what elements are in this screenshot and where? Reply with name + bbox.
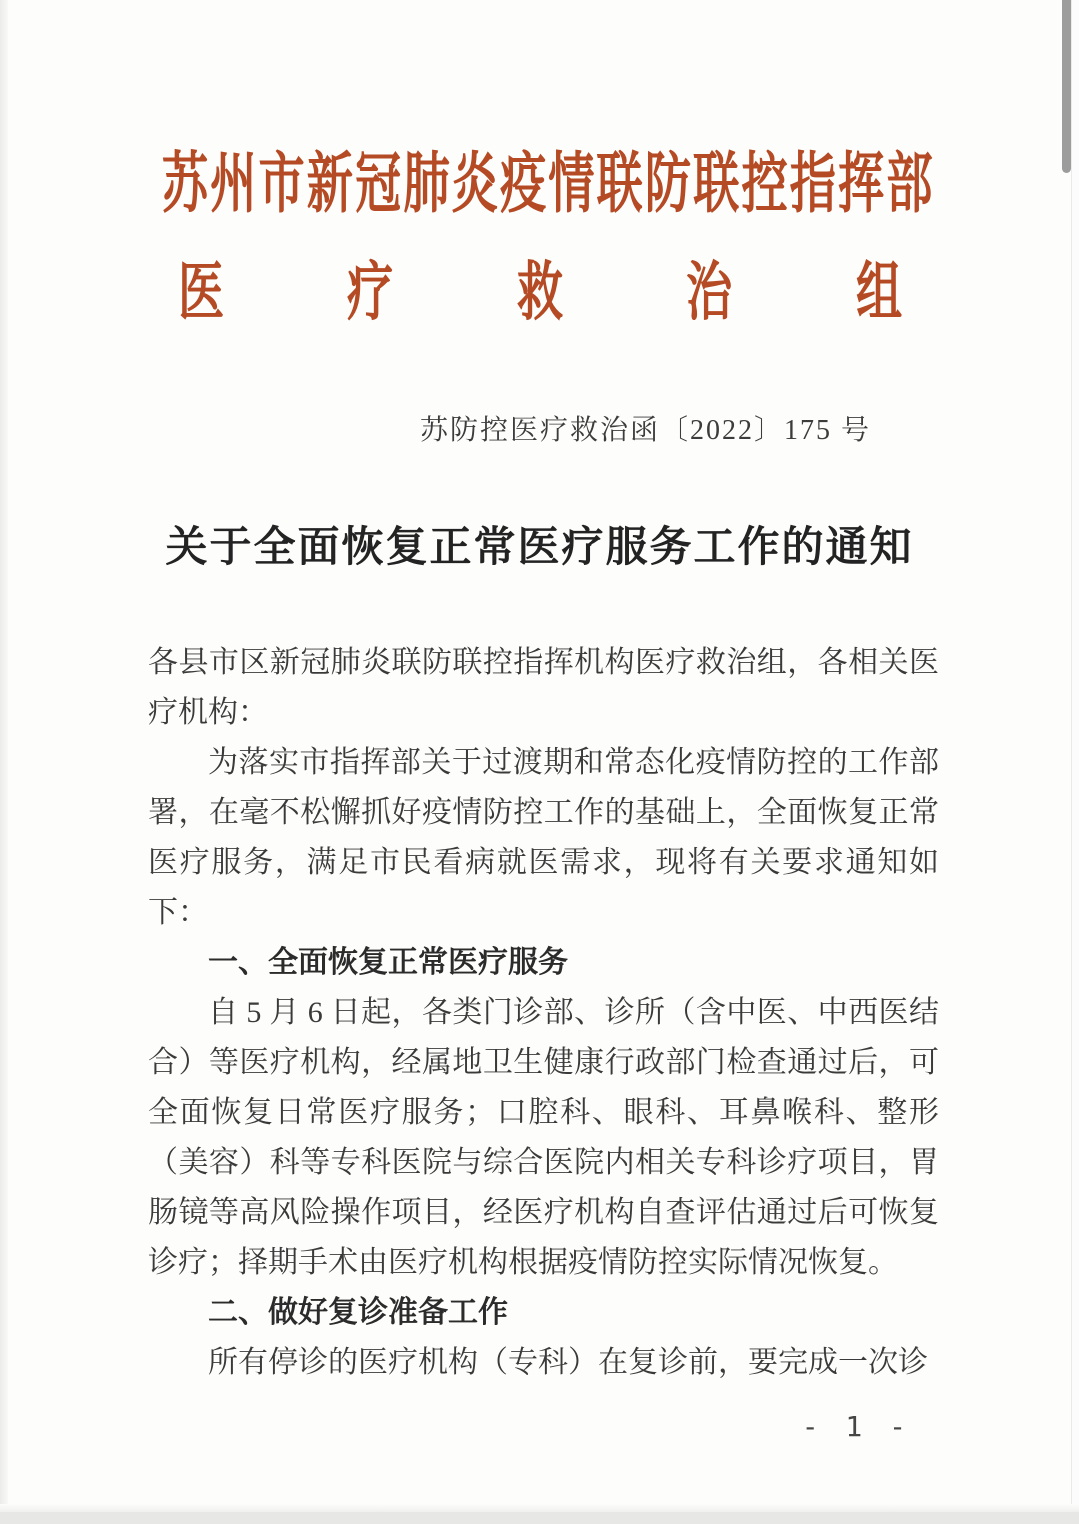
page-left-edge xyxy=(0,0,8,1524)
paragraph-intro: 为落实市指挥部关于过渡期和常态化疫情防控的工作部署，在毫不松懈抓好疫情防控工作的基础上，全面恢复正常医疗服务，满足市民看病就医需求，现将有关要求通知如下： xyxy=(148,746,939,930)
notice-body xyxy=(148,638,939,1408)
section-heading-1: 一、全面恢复正常医疗服务 xyxy=(208,946,568,980)
scrollbar-thumb[interactable] xyxy=(1062,0,1071,173)
notice-title: 关于全面恢复正常医疗服务工作的通知 xyxy=(165,525,914,572)
page-bottom-shadow xyxy=(0,1504,1079,1512)
paragraph-section-2: 所有停诊的医疗机构（专科）在复诊前，要完成一次诊 xyxy=(208,1346,928,1380)
page-number: - 1 - xyxy=(801,1410,911,1443)
page-right-edge xyxy=(1072,0,1079,1524)
document-number: 苏防控医疗救治函〔2022〕175 号 xyxy=(419,415,871,447)
section-heading-2: 二、做好复诊准备工作 xyxy=(208,1296,508,1330)
letterhead-group-name: 医 疗 救 治 组 xyxy=(177,256,902,328)
letterhead-org-name: 苏州市新冠肺炎疫情联防联控指挥部 xyxy=(161,148,935,221)
letterhead xyxy=(0,148,1079,328)
paragraph-section-1: 自 5 月 6 日起，各类门诊部、诊所（含中医、中西医结合）等医疗机构，经属地卫生健康行政部门检查通过后，可全面恢复日常医疗服务；口腔科、眼科、耳鼻喉科、整形（美容）科等专科医院与综合医院内相关专科诊疗项目，胃肠镜等高风险操作项目，经医疗机构自查评估通过后可恢复诊疗；择期手术由医疗机构根据疫情防控实际情况恢复。 xyxy=(148,996,939,1280)
salutation: 各县市区新冠肺炎联防联控指挥机构医疗救治组，各相关医疗机构： xyxy=(148,646,939,730)
page-bottom-edge xyxy=(0,1512,1079,1524)
